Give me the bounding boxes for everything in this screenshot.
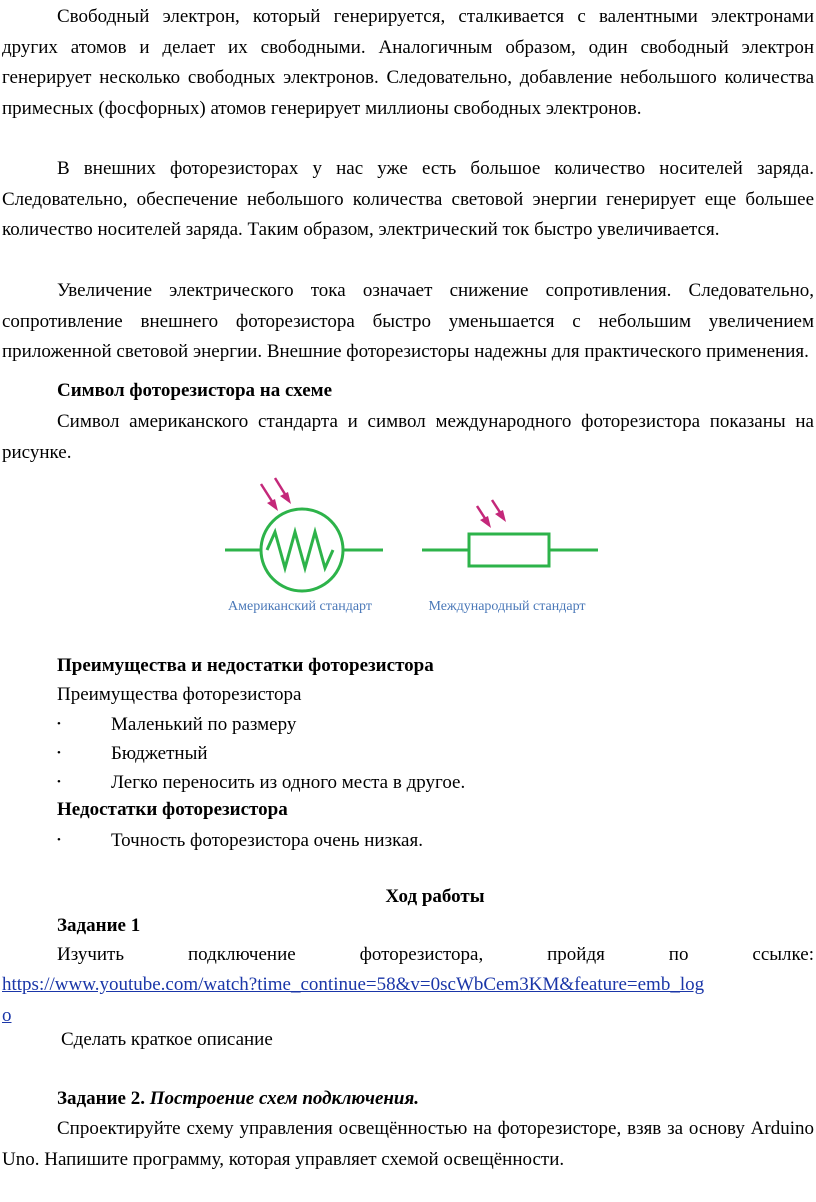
paragraph-free-electrons: Свободный электрон, который генерируется, сталкивается с валентными электронами других атомов и делает их свободными. Аналогичным образом, один свободный электрон генерирует несколько свободных электронов. Следовательно, добавление небольшого количества примесных (фосфорных) атомов генерирует миллионы свободных электронов.: [2, 6, 814, 119]
pros-item-text: Бюджетный: [111, 743, 208, 764]
pros-item-text: Легко переносить из одного места в другое.: [111, 772, 466, 793]
task2-title-text: Построение схем подключения.: [149, 1088, 420, 1109]
task1-text: Изучить подключение фоторезистора, пройдя по ссылке:: [57, 944, 814, 965]
bullet-icon: •: [57, 776, 61, 788]
youtube-link-line2: o: [2, 1004, 12, 1026]
task1-title: Задание 1: [57, 915, 141, 936]
american-standard-label: Американский стандарт: [228, 599, 372, 614]
task2-title: [57, 1084, 757, 1115]
pros-list: [0, 710, 816, 797]
task1-note: Сделать краткое описание: [61, 1029, 273, 1050]
symbol-section-heading: Символ фоторезистора на схеме: [57, 380, 333, 401]
paragraph-external-photoresistors: В внешних фоторезисторах у нас уже есть большое количество носителей заряда. Следовательно, обеспечение небольшого количества световой энергии генерирует еще большее количество носителей заряда. Таким образом, электрический ток быстро увеличивается.: [2, 158, 814, 240]
work-heading: Ход работы: [385, 886, 485, 907]
light-arrows-icon: [477, 500, 506, 528]
pros-cons-heading: Преимущества и недостатки фоторезистора: [57, 655, 434, 676]
list-item: [0, 768, 816, 797]
task2-text: Спроектируйте схему управления освещённостью на фоторезисторе, взяв за основу Arduino Uno. Напишите программу, которая управляет схемой освещённости.: [2, 1118, 814, 1170]
task1-link-block: [2, 970, 814, 1031]
youtube-link[interactable]: [2, 974, 704, 1026]
bullet-icon: •: [57, 747, 61, 759]
youtube-link-line1: https://www.youtube.com/watch?time_continue=58&v=0scWbCem3KM&feature=emb_log: [2, 974, 705, 995]
cons-item-text: Точность фоторезистора очень низкая.: [111, 830, 423, 851]
american-standard-symbol: [225, 478, 383, 591]
photoresistor-symbols-figure: [205, 472, 615, 622]
list-item: [0, 739, 816, 768]
pros-title: Преимущества фоторезистора: [57, 684, 302, 705]
light-arrows-icon: [261, 478, 291, 511]
task2-title-number: Задание 2.: [57, 1088, 145, 1109]
pros-item-text: Маленький по размеру: [111, 714, 297, 735]
cons-list: [0, 826, 816, 855]
paragraph-resistance-decrease: Увеличение электрического тока означает снижение сопротивления. Следовательно, сопротивление внешнего фоторезистора быстро уменьшается с небольшим увеличением приложенной световой энергии. Внешние фоторезисторы надежны для практического применения.: [2, 280, 814, 362]
bullet-icon: •: [57, 718, 61, 730]
symbol-section-text: Символ американского стандарта и символ международного фоторезистора показаны на рисунке.: [2, 411, 814, 463]
bullet-icon: •: [57, 834, 61, 846]
list-item: [0, 710, 816, 739]
cons-title: Недостатки фоторезистора: [57, 799, 288, 820]
list-item: [0, 826, 816, 855]
international-standard-symbol: [422, 500, 598, 566]
international-standard-label: Международный стандарт: [428, 599, 586, 614]
